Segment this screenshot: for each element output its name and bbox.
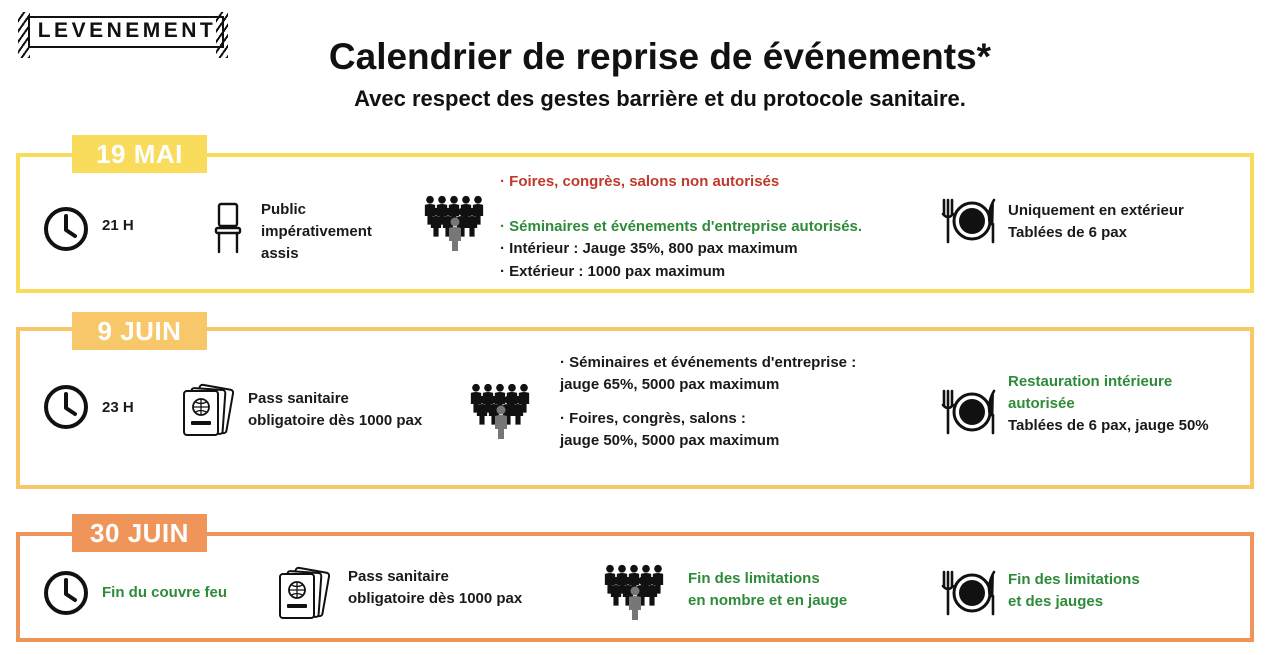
events-line-3: · Intérieur : Jauge 35%, 800 pax maximum: [500, 240, 798, 257]
pass-line-1: Pass sanitaire: [348, 568, 449, 585]
pass-line-1: Pass sanitaire: [248, 390, 349, 407]
logo-text: LEVENEMENT: [37, 19, 217, 42]
step-date-badge: 19 MAI: [72, 135, 207, 173]
clock-icon: [42, 205, 90, 253]
dining-line-1: Fin des limitations: [1008, 571, 1140, 588]
passport-icon: [278, 566, 330, 620]
page-subtitle: Avec respect des gestes barrière et du protocole sanitaire.: [354, 86, 966, 111]
step-9-juin-panel: [16, 327, 1254, 489]
plate-cutlery-icon: [940, 570, 1000, 616]
seating-line-1: Public: [261, 201, 307, 218]
step-19-mai-panel: [16, 153, 1254, 293]
seating-rule: [261, 199, 372, 265]
events-line-2: en nombre et en jauge: [688, 592, 848, 609]
events-line-2: jauge 65%, 5000 pax maximum: [560, 376, 780, 393]
dining-rule: [1008, 371, 1209, 437]
events-line-1: · Foires, congrès, salons non autorisés: [500, 173, 780, 190]
plate-cutlery-icon: [940, 389, 1000, 435]
dining-line-2: et des jauges: [1008, 593, 1104, 610]
dining-line-3: Tablées de 6 pax, jauge 50%: [1008, 417, 1209, 434]
step-date-badge: 9 JUIN: [72, 312, 207, 350]
passport-icon: [182, 383, 234, 437]
dining-line-1: Restauration intérieure: [1008, 373, 1173, 390]
pass-sanitaire-rule: [348, 566, 522, 610]
events-line-1: · Séminaires et événements d'entreprise :: [560, 354, 857, 371]
seating-line-2: impérativement: [261, 223, 372, 240]
events-rule: [688, 568, 847, 612]
events-line-3: · Foires, congrès, salons :: [560, 410, 746, 427]
events-rule: [560, 352, 856, 452]
plate-cutlery-icon: [940, 198, 1000, 244]
pass-line-2: obligatoire dès 1000 pax: [348, 590, 523, 607]
curfew-time: 21 H: [102, 217, 134, 234]
events-line-1: Fin des limitations: [688, 570, 820, 587]
events-line-2: · Séminaires et événements d'entreprise autorisés.: [500, 218, 863, 235]
curfew-time: 23 H: [102, 399, 134, 416]
seating-line-3: assis: [261, 245, 299, 262]
pass-line-2: obligatoire dès 1000 pax: [248, 412, 423, 429]
events-line-4: · Extérieur : 1000 pax maximum: [500, 263, 726, 280]
dining-line-2: autorisée: [1008, 395, 1075, 412]
page-title: Calendrier de reprise de événements*: [328, 36, 992, 77]
step-date-badge: 30 JUIN: [72, 514, 207, 552]
clock-icon: [42, 569, 90, 617]
dining-line-2: Tablées de 6 pax: [1008, 224, 1127, 241]
dining-rule: [1008, 200, 1184, 244]
dining-rule: [1008, 569, 1140, 613]
curfew-end: Fin du couvre feu: [102, 584, 228, 601]
crowd-icon: [468, 383, 534, 439]
chair-icon: [213, 202, 243, 254]
events-line-4: jauge 50%, 5000 pax maximum: [560, 432, 780, 449]
pass-sanitaire-rule: [248, 388, 422, 432]
crowd-icon: [602, 564, 668, 620]
dining-line-1: Uniquement en extérieur: [1008, 202, 1184, 219]
crowd-icon: [422, 195, 488, 251]
clock-icon: [42, 383, 90, 431]
